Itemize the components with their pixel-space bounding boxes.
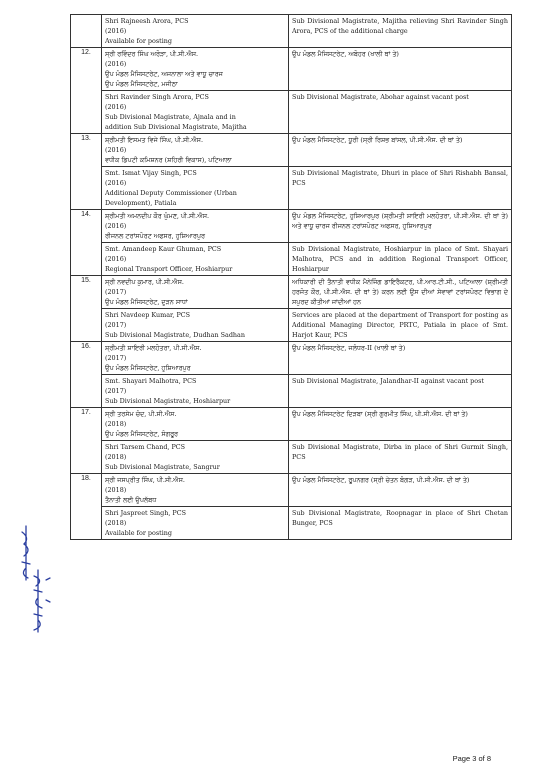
new-posting — [289, 441, 512, 474]
order-row — [71, 48, 512, 91]
new-posting — [289, 15, 512, 48]
posting-text: Sub Divisional Magistrate, Dirba in place of Shri Gurmit Singh, PCS — [292, 443, 508, 461]
new-posting — [289, 210, 512, 243]
new-posting — [289, 167, 512, 210]
new-posting — [289, 408, 512, 441]
serial-number: 16. — [71, 342, 102, 408]
serial-number: 13. — [71, 134, 102, 210]
handwritten-signature — [16, 520, 56, 640]
officer-current-posting — [102, 474, 289, 507]
officer-current-posting — [102, 342, 289, 375]
officer-line: (2016) — [105, 103, 127, 111]
posting-text: Services are placed at the department of Transport for posting as Additional Managing Director, PRTC, Patiala in place of Smt. Harjot Kaur, PCS — [292, 311, 508, 339]
transfer-orders-table — [70, 14, 512, 540]
posting-text: ਉਪ ਮੰਡਲ ਮੈਜਿਸਟਰੇਟ, ਹੁਸ਼ਿਆਰਪੁਰ (ਸ਼੍ਰੀਮਤੀ ਸ਼ਾਇਰੀ ਮਲਹੋਤਰਾ, ਪੀ.ਸੀ.ਐਸ. ਦੀ ਥਾਂ ਤੇ) ਅਤੇ ਵਾਧੂ ਚਾਰਜ ਰੀਜਨਲ ਟਰਾਂਸਪੋਰਟ ਅਫਸਰ, ਹੁਸ਼ਿਆਰਪੁਰ — [292, 212, 508, 230]
posting-text: Sub Divisional Magistrate, Dhuri in place of Shri Rishabh Bansal, PCS — [292, 169, 508, 187]
serial-number: 17. — [71, 408, 102, 474]
officer-line: ਉਪ ਮੰਡਲ ਮੈਜਿਸਟਰੇਟ, ਹੁਸ਼ਿਆਰਪੁਰ — [105, 364, 191, 372]
posting-text: Sub Divisional Magistrate, Abohar against vacant post — [292, 93, 469, 101]
serial-number: 14. — [71, 210, 102, 276]
officer-line: Available for posting — [105, 529, 172, 537]
officer-line: (2018) — [105, 453, 127, 461]
new-posting — [289, 276, 512, 309]
officer-line: ਵਧੀਕ ਡਿਪਟੀ ਕਮਿਸ਼ਨਰ (ਸ਼ਹਿਰੀ ਵਿਕਾਸ), ਪਟਿਆਲਾ — [105, 156, 232, 164]
officer-line: Additional Deputy Commissioner (Urban — [105, 189, 237, 197]
order-row — [71, 91, 512, 134]
officer-line: (2018) — [105, 519, 127, 527]
officer-line: Sub Divisional Magistrate, Ajnala and in — [105, 113, 236, 121]
serial-number: 12. — [71, 48, 102, 134]
officer-line: Smt. Shayari Malhotra, PCS — [105, 377, 197, 385]
new-posting — [289, 342, 512, 375]
officer-line: ਸ੍ਰੀ ਰਵਿੰਦਰ ਸਿੰਘ ਅਰੋੜਾ, ਪੀ.ਸੀ.ਐਸ. — [105, 50, 199, 58]
officer-current-posting — [102, 375, 289, 408]
officer-line: (2017) — [105, 288, 127, 296]
order-row — [71, 474, 512, 507]
officer-line: ਸ੍ਰੀ ਤਰਸੇਮ ਚੰਦ, ਪੀ.ਸੀ.ਐਸ. — [105, 410, 177, 418]
order-row — [71, 309, 512, 342]
order-row — [71, 167, 512, 210]
officer-line: Smt. Ismat Vijay Singh, PCS — [105, 169, 197, 177]
officer-line: ਸ਼੍ਰੀਮਤੀ ਸ਼ਾਇਰੀ ਮਲਹੋਤਰਾ, ਪੀ.ਸੀ.ਐਸ. — [105, 344, 202, 352]
new-posting — [289, 134, 512, 167]
order-row — [71, 15, 512, 48]
officer-current-posting — [102, 210, 289, 243]
officer-current-posting — [102, 507, 289, 540]
officer-current-posting — [102, 91, 289, 134]
page-number: Page 3 of 8 — [452, 754, 491, 763]
officer-line: (2016) — [105, 179, 127, 187]
officer-line: ਸ਼੍ਰੀਮਤੀ ਇਸਮਤ ਵਿਜੇ ਸਿੰਘ, ਪੀ.ਸੀ.ਐਸ. — [105, 136, 203, 144]
order-row — [71, 507, 512, 540]
officer-line: Smt. Amandeep Kaur Ghuman, PCS — [105, 245, 222, 253]
order-row — [71, 210, 512, 243]
officer-line: ਉਪ ਮੰਡਲ ਮੈਜਿਸਟਰੇਟ, ਦੁੜਨ ਸਾਧਾਂ — [105, 298, 188, 306]
officer-line: Development), Patiala — [105, 199, 177, 207]
new-posting — [289, 91, 512, 134]
officer-current-posting — [102, 276, 289, 309]
new-posting — [289, 507, 512, 540]
officer-current-posting — [102, 309, 289, 342]
order-row — [71, 134, 512, 167]
officer-line: (2017) — [105, 354, 127, 362]
serial-number: 18. — [71, 474, 102, 540]
officer-current-posting — [102, 167, 289, 210]
orders-table-body — [71, 15, 512, 540]
officer-line: Shri Ravinder Singh Arora, PCS — [105, 93, 209, 101]
officer-line: ਰੀਜਨਲ ਟਰਾਂਸਪੋਰਟ ਅਫਸਰ, ਹੁਸ਼ਿਆਰਪੁਰ — [105, 232, 205, 240]
order-row — [71, 276, 512, 309]
officer-current-posting — [102, 441, 289, 474]
officer-line: Shri Rajneesh Arora, PCS — [105, 17, 189, 25]
officer-line: ਉਪ ਮੰਡਲ ਮੈਜਿਸਟਰੇਟ, ਅਜਨਾਲਾ ਅਤੇ ਵਾਧੂ ਚਾਰਜ — [105, 70, 223, 78]
order-row — [71, 441, 512, 474]
new-posting — [289, 375, 512, 408]
posting-text: ਉਪ ਮੰਡਲ ਮੈਜਿਸਟਰੇਟ ਦਿੜਬਾ (ਸ੍ਰੀ ਗੁਰਮੀਤ ਸਿੰਘ, ਪੀ.ਸੀ.ਐਸ. ਦੀ ਥਾਂ ਤੇ) — [292, 410, 468, 418]
officer-line: ਉਪ ਮੰਡਲ ਮੈਜਿਸਟਰੇਟ, ਸੰਗਰੂਰ — [105, 430, 179, 438]
officer-line: ਸ੍ਰੀ ਨਵਦੀਪ ਕੁਮਾਰ, ਪੀ.ਸੀ.ਐਸ. — [105, 278, 184, 286]
posting-text: Sub Divisional Magistrate, Jalandhar-II against vacant post — [292, 377, 484, 385]
officer-line: addition Sub Divisional Magistrate, Majitha — [105, 123, 247, 131]
officer-current-posting — [102, 48, 289, 91]
new-posting — [289, 474, 512, 507]
order-row — [71, 408, 512, 441]
posting-text: ਉਪ ਮੰਡਲ ਮੈਜਿਸਟਰੇਟ, ਧੂਰੀ (ਸ੍ਰੀ ਰਿਸ਼ਭ ਬਾਂਸਲ, ਪੀ.ਸੀ.ਐਸ. ਦੀ ਥਾਂ ਤੇ) — [292, 136, 463, 144]
officer-line: (2018) — [105, 420, 127, 428]
officer-line: ਉਪ ਮੰਡਲ ਮੈਜਿਸਟਰੇਟ, ਮਜੀਠਾ — [105, 80, 178, 88]
order-row — [71, 375, 512, 408]
posting-text: Sub Divisional Magistrate, Roopnagar in place of Shri Chetan Bunger, PCS — [292, 509, 508, 527]
officer-line: (2017) — [105, 321, 127, 329]
officer-line: Available for posting — [105, 37, 172, 45]
officer-line: Regional Transport Officer, Hoshiarpur — [105, 265, 233, 273]
officer-current-posting — [102, 134, 289, 167]
officer-line: (2016) — [105, 222, 127, 230]
officer-line: Sub Divisional Magistrate, Dudhan Sadhan — [105, 331, 245, 339]
officer-line: Shri Navdeep Kumar, PCS — [105, 311, 191, 319]
officer-line: (2016) — [105, 60, 127, 68]
officer-line: Shri Jaspreet Singh, PCS — [105, 509, 186, 517]
posting-text: ਉਪ ਮੰਡਲ ਮੈਜਿਸਟਰੇਟ, ਜਲੰਧਰ-II (ਖਾਲੀ ਥਾਂ ਤੇ) — [292, 344, 406, 352]
officer-current-posting — [102, 243, 289, 276]
officer-line: ਤੈਨਾਤੀ ਲਈ ਉਪਲੱਬਧ — [105, 496, 157, 504]
officer-line: (2016) — [105, 27, 127, 35]
officer-line: ਸ੍ਰੀ ਜਸਪ੍ਰੀਤ ਸਿੰਘ, ਪੀ.ਸੀ.ਐਸ. — [105, 476, 185, 484]
new-posting — [289, 243, 512, 276]
officer-line: (2016) — [105, 255, 127, 263]
order-row — [71, 243, 512, 276]
officer-line: Sub Divisional Magistrate, Sangrur — [105, 463, 220, 471]
serial-number: 15. — [71, 276, 102, 342]
posting-text: Sub Divisional Magistrate, Majitha relieving Shri Ravinder Singh Arora, PCS of the additional charge — [292, 17, 508, 35]
posting-text: ਅਧਿਕਾਰੀ ਦੀ ਤੈਨਾਤੀ ਵਧੀਕ ਮੈਨੇਜਿੰਗ ਡਾਇਰੈਕਟਰ, ਪੀ.ਆਰ.ਟੀ.ਸੀ., ਪਟਿਆਲਾ (ਸ਼੍ਰੀਮਤੀ ਹਰਜੋਤ ਕੌਰ, ਪੀ.ਸੀ.ਐਸ. ਦੀ ਥਾਂ ਤੇ) ਕਰਨ ਲਈ ਉਸ ਦੀਆਂ ਸੇਵਾਵਾਂ ਟਰਾਂਸਪੋਰਟ ਵਿਭਾਗ ਦੇ ਸਪੁਰਦ ਕੀਤੀਆਂ ਜਾਂਦੀਆਂ ਹਨ — [292, 278, 508, 306]
officer-line: (2017) — [105, 387, 127, 395]
officer-current-posting — [102, 15, 289, 48]
officer-line: (2018) — [105, 486, 127, 494]
new-posting — [289, 309, 512, 342]
officer-line: Sub Divisional Magistrate, Hoshiarpur — [105, 397, 231, 405]
orders-sheet — [70, 14, 508, 540]
officer-current-posting — [102, 408, 289, 441]
officer-line: Shri Tarsem Chand, PCS — [105, 443, 186, 451]
posting-text: Sub Divisional Magistrate, Hoshiarpur in place of Smt. Shayari Malhotra, PCS and in addition Regional Transport Officer, Hoshiarpur — [292, 245, 508, 273]
order-row — [71, 342, 512, 375]
posting-text: ਉਪ ਮੰਡਲ ਮੈਜਿਸਟਰੇਟ, ਅਬੋਹਰ (ਖਾਲੀ ਥਾਂ ਤੇ) — [292, 50, 399, 58]
officer-line: ਸ਼੍ਰੀਮਤੀ ਅਮਨਦੀਪ ਕੌਰ ਘੁੰਮਣ, ਪੀ.ਸੀ.ਐਸ. — [105, 212, 209, 220]
posting-text: ਉਪ ਮੰਡਲ ਮੈਜਿਸਟਰੇਟ, ਰੂਪਨਗਰ (ਸ੍ਰੀ ਚੇਤਨ ਬੰਗੜ, ਪੀ.ਸੀ.ਐਸ. ਦੀ ਥਾਂ ਤੇ) — [292, 476, 470, 484]
officer-line: (2016) — [105, 146, 127, 154]
serial-number — [71, 15, 102, 48]
new-posting — [289, 48, 512, 91]
